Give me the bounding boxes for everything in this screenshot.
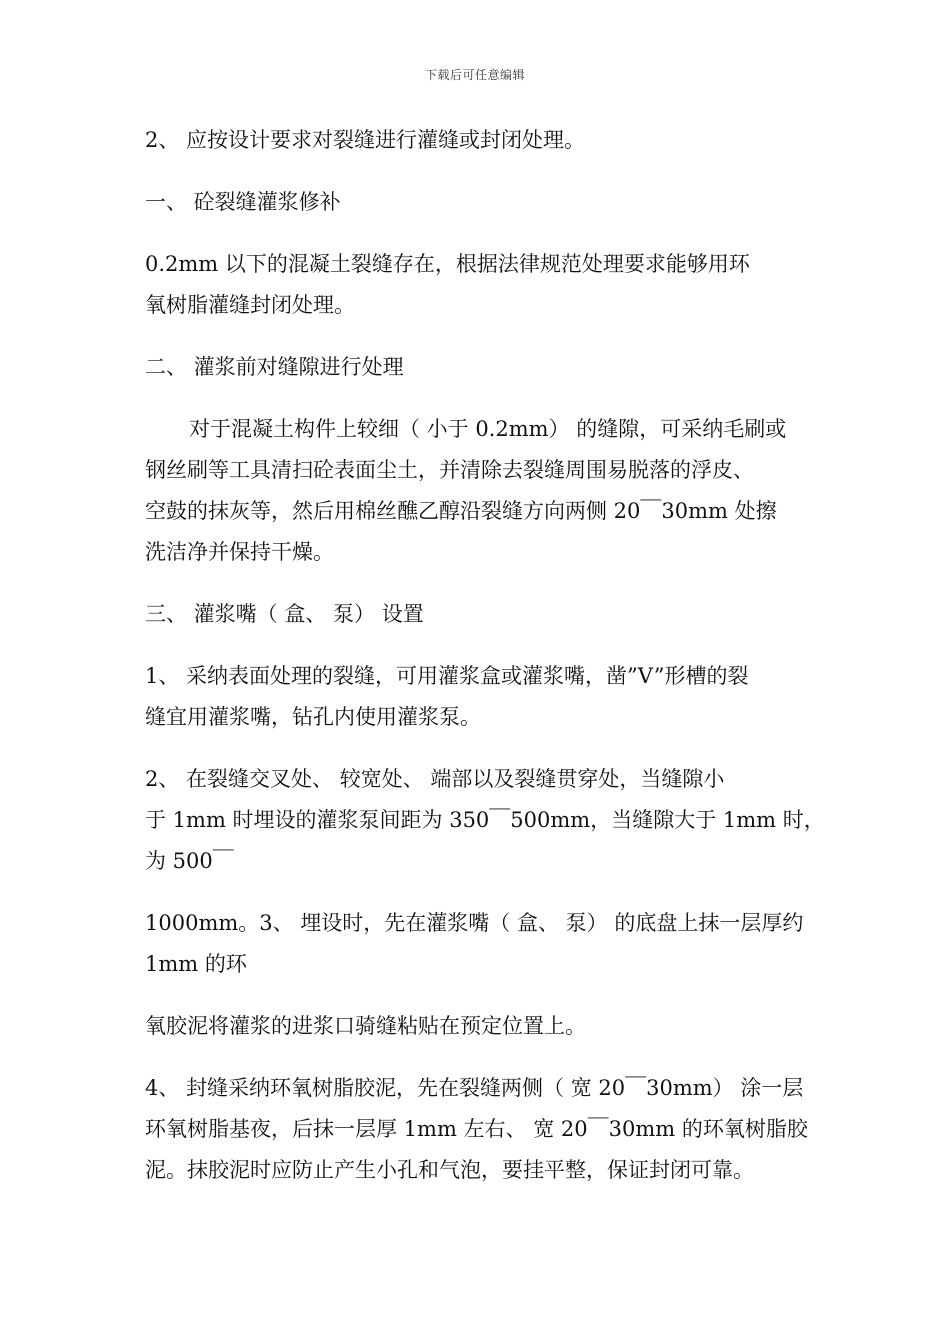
- paragraph: [145, 759, 825, 882]
- text-line: 对于混凝土构件上较细（ 小于 0.2mm） 的缝隙，可采纳毛刷或: [189, 417, 787, 441]
- text-line: 2、 在裂缝交叉处、 较宽处、 端部以及裂缝贯穿处，当缝隙小: [145, 767, 725, 791]
- text-line: 三、 灌浆嘴（ 盒、 泵） 设置: [145, 602, 424, 626]
- paragraph: [145, 1068, 810, 1191]
- text-line: 于 1mm 时埋设的灌浆泵间距为 350￣500mm，当缝隙大于 1mm 时，: [145, 808, 825, 832]
- paragraph: [145, 1006, 810, 1047]
- text-line: 1mm 的环: [145, 952, 247, 976]
- paragraph: [145, 903, 810, 985]
- paragraph: [145, 244, 810, 326]
- text-line: 洗洁净并保持干燥。: [145, 540, 334, 564]
- text-line: 氧胶泥将灌浆的进浆口骑缝粘贴在预定位置上。: [145, 1014, 586, 1038]
- text-line: 泥。抹胶泥时应防止产生小孔和气泡，要挂平整，保证封闭可靠。: [145, 1158, 754, 1182]
- section-heading: [145, 182, 810, 223]
- text-line: 一、 砼裂缝灌浆修补: [145, 190, 341, 214]
- text-line: 4、 封缝采纳环氧树脂胶泥，先在裂缝两侧（ 宽 20￣30mm） 涂一层: [145, 1076, 804, 1100]
- text-line: 钢丝刷等工具清扫砼表面尘土，并清除去裂缝周围易脱落的浮皮、: [145, 458, 754, 482]
- paragraph: [145, 120, 810, 161]
- text-line: 空鼓的抹灰等，然后用棉丝醮乙醇沿裂缝方向两侧 20￣30mm 处擦: [145, 499, 777, 523]
- text-line: 2、 应按设计要求对裂缝进行灌缝或封闭处理。: [145, 128, 586, 152]
- text-line: 1、 采纳表面处理的裂缝，可用灌浆盒或灌浆嘴，凿”V”形槽的裂: [145, 664, 749, 688]
- page-header: 下载后可任意编辑: [424, 68, 525, 82]
- text-line: 为 500￣: [145, 849, 234, 873]
- text-line: 氧树脂灌缝封闭处理。: [145, 293, 355, 317]
- text-line: 1000mm。3、 埋设时，先在灌浆嘴（ 盒、 泵） 的底盘上抹一层厚约: [145, 911, 804, 935]
- text-line: 环氧树脂基夜，后抹一层厚 1mm 左右、 宽 20￣30mm 的环氧树脂胶: [145, 1117, 808, 1141]
- section-heading: [145, 594, 810, 635]
- section-heading: [145, 347, 810, 388]
- paragraph: [145, 409, 810, 573]
- document-body: [145, 120, 825, 1212]
- paragraph: [145, 656, 810, 738]
- text-line: 二、 灌浆前对缝隙进行处理: [145, 355, 404, 379]
- text-line: 0.2mm 以下的混凝土裂缝存在，根据法律规范处理要求能够用环: [145, 252, 750, 276]
- text-line: 缝宜用灌浆嘴，钻孔内使用灌浆泵。: [145, 705, 481, 729]
